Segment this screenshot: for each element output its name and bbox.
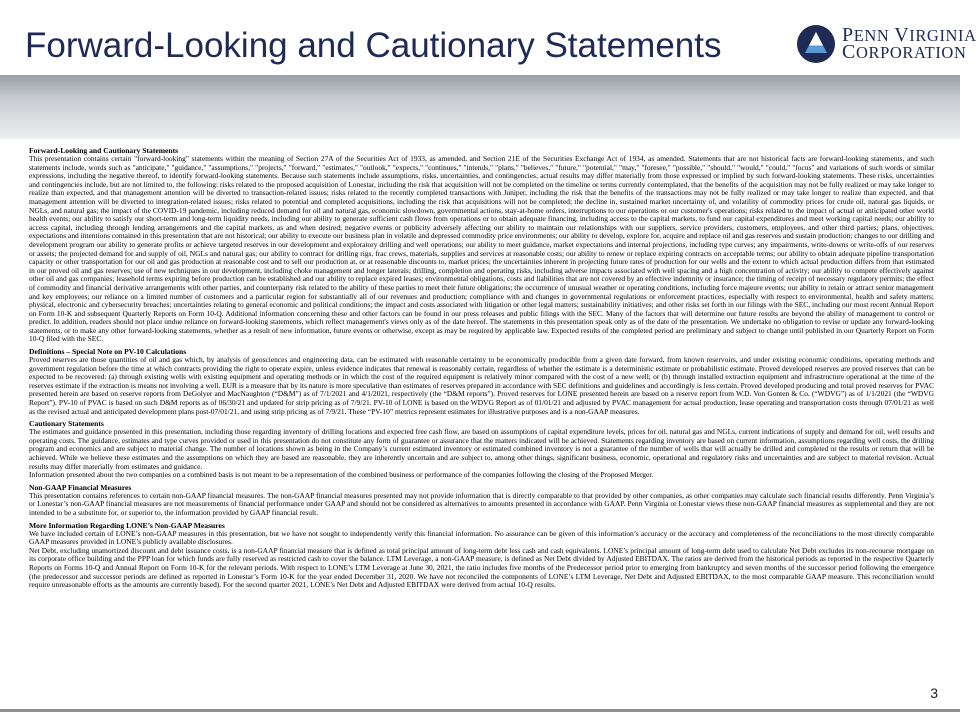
section-paragraph: Information presented about the two companies on a combined basis is not meant to be a representation of the combined business or performance of the companies following the closing of the Proposed Merger. xyxy=(29,470,654,480)
page-title: Forward-Looking and Cautionary Statements xyxy=(25,26,722,65)
section-definitions xyxy=(29,347,934,416)
disclaimer-body xyxy=(29,146,934,694)
section-forward-looking xyxy=(29,146,934,344)
company-logo xyxy=(796,24,977,64)
logo-mark-icon xyxy=(796,24,838,64)
section-heading: More Information Regarding LONE’s Non-GAAP Measures xyxy=(29,520,225,530)
header-band xyxy=(0,75,960,139)
page-number: 3 xyxy=(930,685,938,701)
section-paragraph: We have included certain of LONE’s non-GAAP measures in this presentation, but we have not sought to independently verify this financial information. No assurance can be given of this information’s accuracy or the accuracy and completeness of the reconciliations to the most directly comparable GAAP measures provided in LONE’s publicly available disclosures. xyxy=(29,528,934,547)
section-heading: Non-GAAP Financial Measures xyxy=(29,482,132,492)
section-paragraph: Proved reserves are those quantities of oil and gas which, by analysis of geosciences and engineering data, can be estimated with reasonable certainty to be economically producible from a given date forward, from known reservoirs, and under existing economic conditions, operating methods and government regulation before the time at which contracts providing the right to operate expire, unless evidence indicates that renewal is reasonably certain, regardless of whether the estimate is a deterministic estimate or probabilistic estimate. Proved developed reserves are proved reserves that can be expected to be recovered: (a) through existing wells with existing equipment and operating methods or in which the cost of the required equipment is relatively minor compared with the cost of a new well; or (b) through installed extraction equipment and infrastructure operational at the time of the reserves estimate if the extraction is means not involving a well. EUR is a measure that by its nature is more speculative than estimates of reserves prepared in accordance with SEC definitions and guidelines and accordingly is less certain. Proved developed producing and total proved reserves for PVAC presented herein are based on reserve reports from DeGolyer and MacNaughton (“D&M”) as of 7/1/2021 and 4/1/2021, respectively (the “D&M reports”). Proved reserves for LONE presented herein are based on a reserve report from W.D. Von Gonten & Co. (“WDVG”) as of 1/1/2021 (the “WDVG Report”). PV-10 of PVAC is based on such D&M reports as of 06/30/21 and updated for strip pricing as of 7/9/21. PV-10 of LONE is based on the WDVG Report as of 01/01/21 and adjusted by PVAC management for actual production, lease operating and transportation costs through 07/01/21 as well as the revised actual and anticipated development plans post-07/01/21, and using strip pricing as of 7/9/21. These “PV-10” metrics represent estimates for illustrative purposes and is a non-GAAP measures. xyxy=(29,355,934,416)
logo-line-1: PENN VIRGINIA xyxy=(842,24,977,46)
footer-rule xyxy=(0,709,960,712)
section-paragraph: Net Debt, excluding unamortized discount and debt issuance costs, is a non-GAAP financial measure that is defined as total principal amount of long-term debt less cash and cash equivalents. LONE’s principal amount of long-term debt used to calculate Net Debt excludes its non-recourse mortgage on its corporate office building and the PPP loan for which funds are fully reserved as restricted cash to cover the balance. LTM Leverage, a non-GAAP measure, is defined as Net Debt divided by Adjusted EBITDAX. The ratios are derived from the historical periods as reported in the respective Quarterly Reports on Forms 10-Q and Annual Report on Form 10-K for the relevant periods. With respect to LONE’s LTM Leverage at June 30, 2021, the ratio includes five months of the Predecessor period prior to emerging from bankruptcy and seven months of the successor period following the emergence (the predecessor and successor periods are defined as reported in Lonestar’s Form 10-K for the year ended December 31, 2020. We have not reconciled the components of LONE’s LTM Leverage, Net Debt and Adjusted EBITDAX, to the most comparable GAAP measure. This reconciliation would require unreasonable efforts as the amounts are currently based). For the second quarter 2021, LONE’s Net Debt and Adjusted EBITDAX were derived from actual 10-Q results. xyxy=(29,545,934,590)
section-cautionary xyxy=(29,419,934,480)
section-lone-non-gaap xyxy=(29,521,934,590)
section-paragraph: This presentation contains references to certain non-GAAP financial measures. The non-GAAP financial measures presented may not provide information that is directly comparable to that provided by other companies, as other companies may calculate such financial results differently. Penn Virginia’s or Lonestar’s non-GAAP financial measures are not measurements of financial performance under GAAP and should not be considered as alternatives to amounts presented in accordance with GAAP. Penn Virginia or Lonestar views these non-GAAP financial measures as supplemental and they are not intended to be a substitute for, or superior to, the information provided by GAAP financial result. xyxy=(29,490,934,517)
section-heading: Cautionary Statements xyxy=(29,419,104,429)
section-heading: Definitions – Special Note on PV-10 Calculations xyxy=(29,347,187,357)
logo-wordmark xyxy=(842,24,977,63)
logo-line-2: CORPORATION xyxy=(842,41,967,63)
section-paragraph: The estimates and guidance presented in this presentation, including those regarding inventory of drilling locations and expected free cash flow, are based on assumptions of capital expenditure levels, prices for oil, natural gas and NGLs, current indications of supply and demand for oil, well results and operating costs. The guidance, estimates and type curves provided or used in this presentation do not constitute any form of guarantee or assurance that the matters indicated will be achieved. Statements regarding inventory are based on current information, assumptions regarding well costs, the drilling program and economics and are subject to material change. The number of locations shown as being in the Company’s current estimated inventory or estimated combined inventory is not a guarantee of the number of wells that will actually be drilled and completed or the results or return that will be achieved. While we believe these estimates and the assumptions on which they are based are reasonable, they are inherently uncertain and are subject to, among other things, significant business, economic, operational and regulatory risks and uncertainties and are subject to material revision. Actual results may differ materially from estimates and guidance. xyxy=(29,427,934,471)
section-heading: Forward-Looking and Cautionary Statements xyxy=(29,146,179,155)
section-non-gaap xyxy=(29,483,934,518)
section-paragraph: This presentation contains certain "forward-looking" statements within the meaning of Section 27A of the Securities Act of 1933, as amended, and Section 21E of the Securities Exchange Act of 1934, as amended. Statements that are not historical facts are forward-looking statements, and such statements include, words such as "anticipate," "guidance," "assumptions," "projects," "forward," "estimates," "outlook," "expects," "continues," "intends," "plans," "believes," "future," "potential," "may," "foresee," "possible," "should," "would," "could," "focus" and variations of such words or similar expressions, including the negative thereof, to identify forward-looking statements. Because such statements include assumptions, risks, uncertainties, and contingencies, actual results may differ materially from those expressed or implied by such forward-looking statements. These risks, uncertainties and contingencies include, but are not limited to, the following: risks related to the proposed acquisition of Lonestar, including the risk that acquisition will not be completed on the timeline or terms currently contemplated, that the benefits of the acquisition may not be fully realized or may take longer to realize than expected, and that management attention will be diverted to transaction-related issues; risks related to the recently completed transactions with Juniper, including the risk that the benefits of the transactions may not be fully realized or may take longer to realize than expected, and that management attention will be diverted to integration-related issues; risks related to potential and completed acquisitions, including the risk that acquisitions will not be completed; the decline in, sustained market uncertainty of, and volatility of commodity prices for crude oil, natural gas liquids, or NGLs, and natural gas; the impact of the COVID-19 pandemic, including reduced demand for oil and natural gas, economic slowdown, governmental actions, stay-at-home orders, interruptions to our operations or our customer's operations; risks related to the impact of actual or anticipated other world health events; our ability to satisfy our short-term and long-term liquidity needs, including our ability to generate sufficient cash flows from operations or to obtain adequate financing, including access to the capital markets, to fund our capital expenditures and meet working capital needs; our ability to access capital, including through lending arrangements and the capital markets, as and when desired; negative events or publicity adversely affecting our ability to maintain our relationships with our suppliers, service providers, customers, employees, and other third parties; plans, objectives, expectations and intentions contained in this presentation that are not historical; our ability to execute our business plan in volatile and depressed commodity price environments; our ability to develop, explore for, acquire and replace oil and gas reserves and sustain production; changes to our drilling and development program our ability to generate profits or achieve targeted reserves in our development and exploratory drilling and well operations; our ability to meet guidance, market expectations and internal projections, including type curves; any impairments, write-downs or write-offs of our reserves or assets; the projected demand for and supply of oil, NGLs and natural gas; our ability to contract for drilling rigs, frac crews, materials, supplies and services at reasonable costs; our ability to renew or replace expiring contracts on acceptable terms; our ability to obtain adequate pipeline transportation capacity or other transportation for our oil and gas production at reasonable cost and to sell our production at, or at reasonable discounts to, market prices; the uncertainties inherent in projecting future rates of production for our wells and the extent to which actual production differs from that estimated in our proved oil and gas reserves; use of new techniques in our development, including choke management and longer laterals; drilling, completion and operating risks, including adverse impacts associated with well spacing and a high concentration of activity; our ability to compete effectively against other oil and gas companies; leasehold terms expiring before production can be established and our ability to replace expired leases; environmental obligations, costs and liabilities that are not covered by an effective indemnity or insurance; the timing of receipt of necessary regulatory permits; the effect of commodity and financial derivative arrangements with other parties, and counterparty risk related to the ability of these parties to meet their future obligations; the occurrence of unusual weather or operating conditions, including force majeure events; our ability to retain or attract senior management and key employees; our reliance on a limited number of customers and a particular region for substantially all of our revenues and production; compliance with and changes in governmental regulations or enforcement practices, especially with respect to environmental, health and safety matters; physical, electronic and cybersecurity breaches; uncertainties relating to general economic and political conditions; the impact and costs associated with litigation or other legal matters; sustainability initiatives; and other risks set forth in our filings with the SEC, including our most recent Annual Report on Form 10-K and subsequent Quarterly Reports on Form 10-Q. Additional information concerning these and other factors can be found in our press releases and public filings with the SEC. Many of the factors that will determine our future results are beyond the ability of management to control or predict. In addition, readers should not place undue reliance on forward-looking statements, which reflect management's views only as of the date hereof. The statements in this presentation speak only as of the date of the presentation. We undertake no obligation to revise or update any forward-looking statements, or to make any other forward-looking statements, whether as a result of new information, future events or otherwise, except as may be required by applicable law. Expected results of the completed period are preliminary and subject to change until published in our Quarterly Report on Form 10-Q filed with the SEC. xyxy=(29,154,934,344)
